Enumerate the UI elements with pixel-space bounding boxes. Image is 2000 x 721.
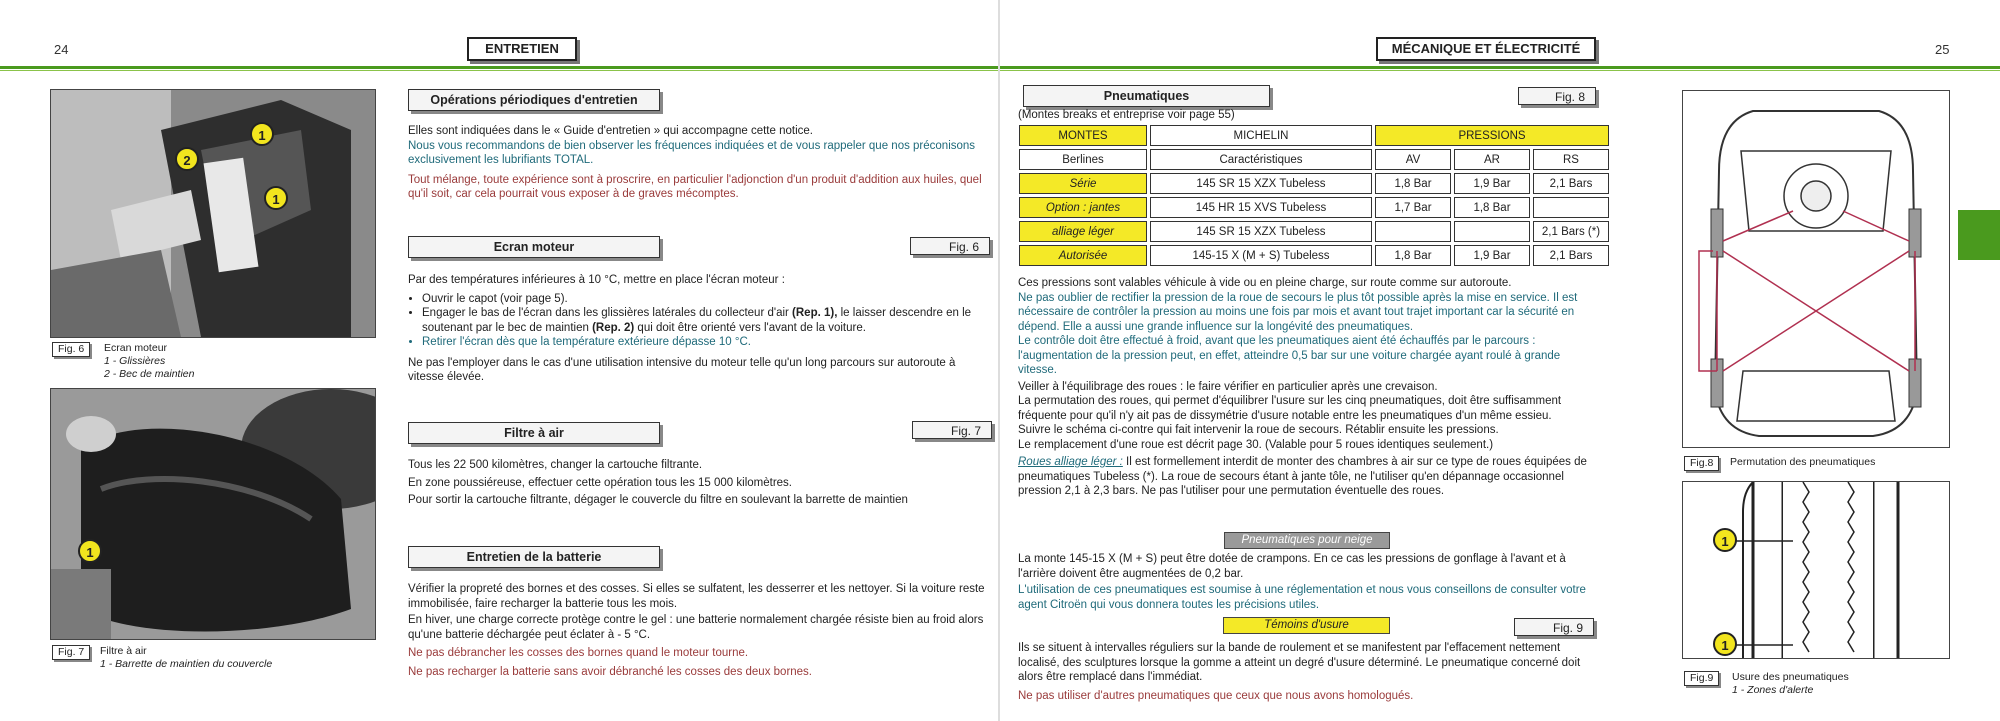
fig9-tag: Fig.9 <box>1684 671 1719 686</box>
fig9-marker-1b: 1 <box>1713 632 1737 656</box>
fig6-caption-item-2: 2 - Bec de maintien <box>104 368 195 380</box>
fig8-caption-title: Permutation des pneumatiques <box>1730 456 1876 468</box>
header-rule-2 <box>0 70 2000 71</box>
fig7-photo <box>50 388 376 640</box>
fig6-tag: Fig. 6 <box>52 342 90 357</box>
fig6-marker-1b: 1 <box>264 186 288 210</box>
th-michelin: MICHELIN <box>1150 125 1372 146</box>
pneus-p5: La permutation des roues, qui permet d'équilibrer l'usure sur les cinq pneumatiques, doit être suffisamment fréquente pour qu'il n'y ait pas de dissymétrie d'usure notable entre les pneumatiques d'un même essieu. <box>1018 395 1562 422</box>
ecran-title: Ecran moteur <box>408 236 660 258</box>
filtre-p3: Pour sortir la cartouche filtrante, dégager le couvercle du filtre en soulevant la barrette de maintien <box>408 494 908 506</box>
pneus-p8: Roues alliage léger : Il est formellement interdit de monter des chambres à air sur ce type de roues équipées de pneumatiques Tubeless (*). La roue de secours étant à jante tôle, ne l'utiliser qu'en dépannage occasionnel pression 2,1 à 2,3 bars. Ne pas l'utiliser pour une permutation éventuelle des roues. <box>1018 456 1587 497</box>
pneus-p4: Veiller à l'équilibrage des roues : le faire vérifier en particulier après une crevaison. <box>1018 380 1438 393</box>
th-carac: Caractéristiques <box>1150 149 1372 170</box>
temoins-p1: Ils se situent à intervalles réguliers sur la bande de roulement et se manifestent par l'effacement nettement localisé, des sculptures lorsque la gomme a atteint un degré d'usure déterminé. Le pneumatique concerné doit alors être remplacé dans l'immédiat. <box>1018 642 1581 683</box>
table-row: Autorisée 145-15 X (M + S) Tubeless 1,8 Bar 1,9 Bar 2,1 Bars <box>1019 245 1609 266</box>
left-page-number: 24 <box>54 42 69 57</box>
page-gutter <box>998 0 1000 721</box>
fig8-diagram <box>1682 90 1950 448</box>
th-rs: RS <box>1533 149 1609 170</box>
ops-p1: Elles sont indiquées dans le « Guide d'entretien » qui accompagne cette notice. <box>408 125 813 137</box>
batterie-p4: Ne pas recharger la batterie sans avoir débranché les cosses des deux bornes. <box>408 665 813 678</box>
ecran-bullet-3: • Retirer l'écran dès que la température extérieure dépasse 10 °C. <box>422 335 993 350</box>
pneus-fig-tag: Fig. 8 <box>1518 87 1596 105</box>
temoins-label: Témoins d'usure <box>1223 617 1390 634</box>
fig6-marker-1a: 1 <box>250 122 274 146</box>
fig9-marker-1a: 1 <box>1713 528 1737 552</box>
ecran-intro: Par des températures inférieures à 10 °C, mettre en place l'écran moteur : <box>408 274 785 286</box>
th-berlines: Berlines <box>1019 149 1147 170</box>
table-row: alliage léger 145 SR 15 XZX Tubeless 2,1 Bars (*) <box>1019 221 1609 242</box>
ecran-bullet-1: • Ouvrir le capot (voir page 5). <box>422 292 993 307</box>
th-ar: AR <box>1454 149 1530 170</box>
temoins-fig-tag: Fig. 9 <box>1514 618 1594 636</box>
right-header: MÉCANIQUE ET ÉLECTRICITÉ <box>1376 37 1596 61</box>
temoins-p2: Ne pas utiliser d'autres pneumatiques que ceux que nous avons homologués. <box>1018 689 1414 702</box>
fig7-caption-item: 1 - Barrette de maintien du couvercle <box>100 658 273 670</box>
neige-p2: L'utilisation de ces pneumatiques est soumise à une réglementation et nous vous conseillons de consulter votre agent Citroën qui vous donnera toutes les précisions utiles. <box>1018 584 1586 611</box>
pneus-p6: Suivre le schéma ci-contre qui fait intervenir la roue de secours. Rétablir ensuite les pressions. <box>1018 424 1499 436</box>
batterie-title: Entretien de la batterie <box>408 546 660 568</box>
fig6-caption-title: Ecran moteur <box>104 342 168 354</box>
fig6-marker-2: 2 <box>175 147 199 171</box>
batterie-p2: En hiver, une charge correcte protège contre le gel : une batterie normalement chargée résiste bien au froid alors qu'une batterie déchargée peut éclater à - 5 °C. <box>408 614 984 641</box>
pneus-p3: Le contrôle doit être effectué à froid, avant que les pneumatiques aient été échauffés par le parcours : l'augmentation de la pression peut, en effet, atteindre 0,5 bar sur une voiture chargée ayant roulé à grande vitesse. <box>1018 335 1561 376</box>
batterie-p3: Ne pas débrancher les cosses des bornes quand le moteur tourne. <box>408 647 749 659</box>
fig9-caption-title: Usure des pneumatiques <box>1732 671 1849 683</box>
filtre-title: Filtre à air <box>408 422 660 444</box>
batterie-p1: Vérifier la propreté des bornes et des cosses. Si elles se sulfatent, les desserrer et les nettoyer. Si la voiture reste immobilisée, faire recharger la batterie tous les mois. <box>408 583 985 610</box>
pneus-p7: Le remplacement d'une roue est décrit page 30. (Valable pour 5 roues identiques seulement.) <box>1018 438 1494 451</box>
neige-label: Pneumatiques pour neige <box>1224 532 1390 549</box>
pneus-p1: Ces pressions sont valables véhicule à vide ou en pleine charge, sur route comme sur autoroute. <box>1018 277 1512 289</box>
fig7-caption-title: Filtre à air <box>100 645 147 657</box>
th-pressions: PRESSIONS <box>1375 125 1609 146</box>
filtre-fig-tag: Fig. 7 <box>912 421 992 439</box>
ops-title: Opérations périodiques d'entretien <box>408 89 660 111</box>
fig8-tag: Fig.8 <box>1684 456 1719 471</box>
filtre-p1: Tous les 22 500 kilomètres, changer la cartouche filtrante. <box>408 459 703 471</box>
header-rule <box>0 66 2000 69</box>
fig6-photo <box>50 89 376 338</box>
left-header: ENTRETIEN <box>467 37 577 61</box>
th-av: AV <box>1375 149 1451 170</box>
tire-pressure-table <box>1016 122 1612 269</box>
pneus-subtitle: (Montes breaks et entreprise voir page 55) <box>1018 109 1235 121</box>
pneus-title: Pneumatiques <box>1023 85 1270 107</box>
ecran-fig-tag: Fig. 6 <box>910 237 990 255</box>
fig7-marker-1: 1 <box>78 539 102 563</box>
ops-p2: Nous vous recommandons de bien observer les fréquences indiquées et de vous rappeler que nos préconisons exclusivement les lubrifiants TOTAL. <box>408 139 976 166</box>
ecran-bullet-2: • Engager le bas de l'écran dans les glissières latérales du collecteur d'air (Rep. 1), le laisser descendre en le soutenant par le bec de maintien (Rep. 2) qui doit être orienté vers l'avant de la voiture. <box>422 306 993 335</box>
fig9-caption-item: 1 - Zones d'alerte <box>1732 684 1814 696</box>
fig6-caption-item-1: 1 - Glissières <box>104 355 166 367</box>
ecran-p-end: Ne pas l'employer dans le cas d'une utilisation intensive du moteur telle qu'un long parcours sur autoroute à vitesse élevée. <box>408 356 956 383</box>
roues-alliage-link: Roues alliage léger : <box>1018 456 1123 468</box>
green-side-tab <box>1958 210 2000 260</box>
table-row: Série 145 SR 15 XZX Tubeless 1,8 Bar 1,9 Bar 2,1 Bars <box>1019 173 1609 194</box>
th-montes: MONTES <box>1019 125 1147 146</box>
filtre-p2: En zone poussiéreuse, effectuer cette opération tous les 15 000 kilomètres. <box>408 476 792 489</box>
table-row: Option : jantes 145 HR 15 XVS Tubeless 1,7 Bar 1,8 Bar <box>1019 197 1609 218</box>
neige-p1: La monte 145-15 X (M + S) peut être dotée de crampons. En ce cas les pressions de gonflage à l'avant et à l'arrière doivent être augmentées de 0,2 bar. <box>1018 553 1566 580</box>
ops-p3: Tout mélange, toute expérience sont à proscrire, en particulier l'adjonction d'un produit d'addition aux huiles, quel qu'il soit, car cela pourrait vous exposer à de graves mécomptes. <box>408 173 982 200</box>
fig7-tag: Fig. 7 <box>52 645 90 660</box>
pneus-p2: Ne pas oublier de rectifier la pression de la roue de secours le plus tôt possible après la mise en service. Il est nécessaire de contrôler la pression au moins une fois par mois et avant tout trajet important car la sécurité en dépend. Elle a aussi une grande influence sur la longévité des pneumatiques. <box>1018 291 1578 333</box>
right-page-number: 25 <box>1935 42 1950 57</box>
